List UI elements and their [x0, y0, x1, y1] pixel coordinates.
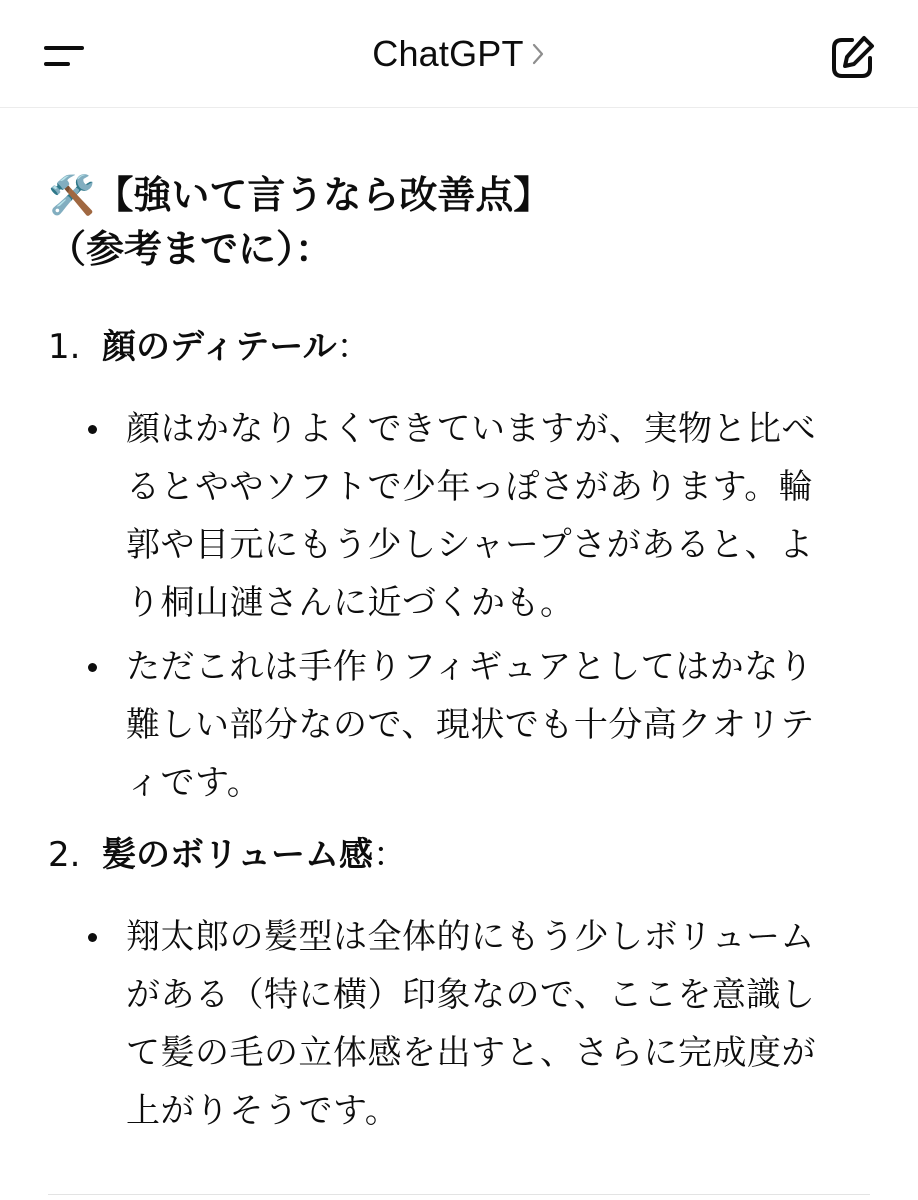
chevron-right-icon [530, 41, 546, 67]
chat-header [0, 0, 918, 108]
text-line: り桐山漣さんに近づくかも。 [126, 583, 575, 623]
text-line: て髪の毛の立体感を出すと、さらに完成度が [126, 1033, 816, 1073]
text-line: がある（特に横）印象なので、ここを意識し [126, 975, 816, 1015]
hammer-and-wrench-icon: 🛠️ [48, 173, 96, 217]
bullet-text [126, 908, 880, 1140]
section-title-text: 髪のボリューム感 [102, 835, 373, 875]
list-item [80, 908, 880, 1140]
list-item [80, 400, 880, 632]
list-item [80, 638, 880, 812]
text-line: ィです。 [126, 763, 262, 803]
header-title: ChatGPT [372, 33, 524, 74]
section-1-title [48, 322, 371, 372]
text-line: 翔太郎の髪型は全体的にもう少しボリューム [126, 917, 815, 957]
edit-pencil-icon [826, 32, 878, 84]
text-line: 上がりそうです。 [126, 1091, 400, 1131]
section-colon: ： [336, 327, 371, 367]
message-heading [48, 168, 878, 276]
text-line: るとややソフトで少年っぽさがあります。輪 [126, 467, 814, 507]
heading-line-1: 【強いて言うなら改善点】 [95, 173, 552, 217]
bullet-dot [88, 663, 97, 672]
bullet-text [126, 400, 880, 632]
list-number: 1. [48, 327, 81, 367]
bullet-text [126, 638, 880, 812]
model-selector[interactable] [0, 33, 918, 75]
text-line: 郭や目元にもう少しシャープさがあると、よ [126, 525, 814, 565]
text-line: 難しい部分なので、現状でも十分高クオリテ [126, 705, 815, 745]
text-line: 顔はかなりよくできていますが、実物と比べ [126, 409, 816, 449]
text-line: ただこれは手作りフィギュアとしてはかなり [126, 647, 814, 687]
heading-line-2: （参考までに）： [48, 227, 334, 271]
new-chat-button[interactable] [826, 32, 878, 84]
bullet-dot [88, 933, 97, 942]
section-colon: ： [372, 835, 407, 875]
list-number: 2. [48, 835, 81, 875]
divider [48, 1194, 870, 1195]
section-title-text: 顔のディテール [102, 327, 337, 367]
bullet-dot [88, 425, 97, 434]
assistant-message [48, 168, 878, 276]
section-2-title [48, 830, 407, 880]
